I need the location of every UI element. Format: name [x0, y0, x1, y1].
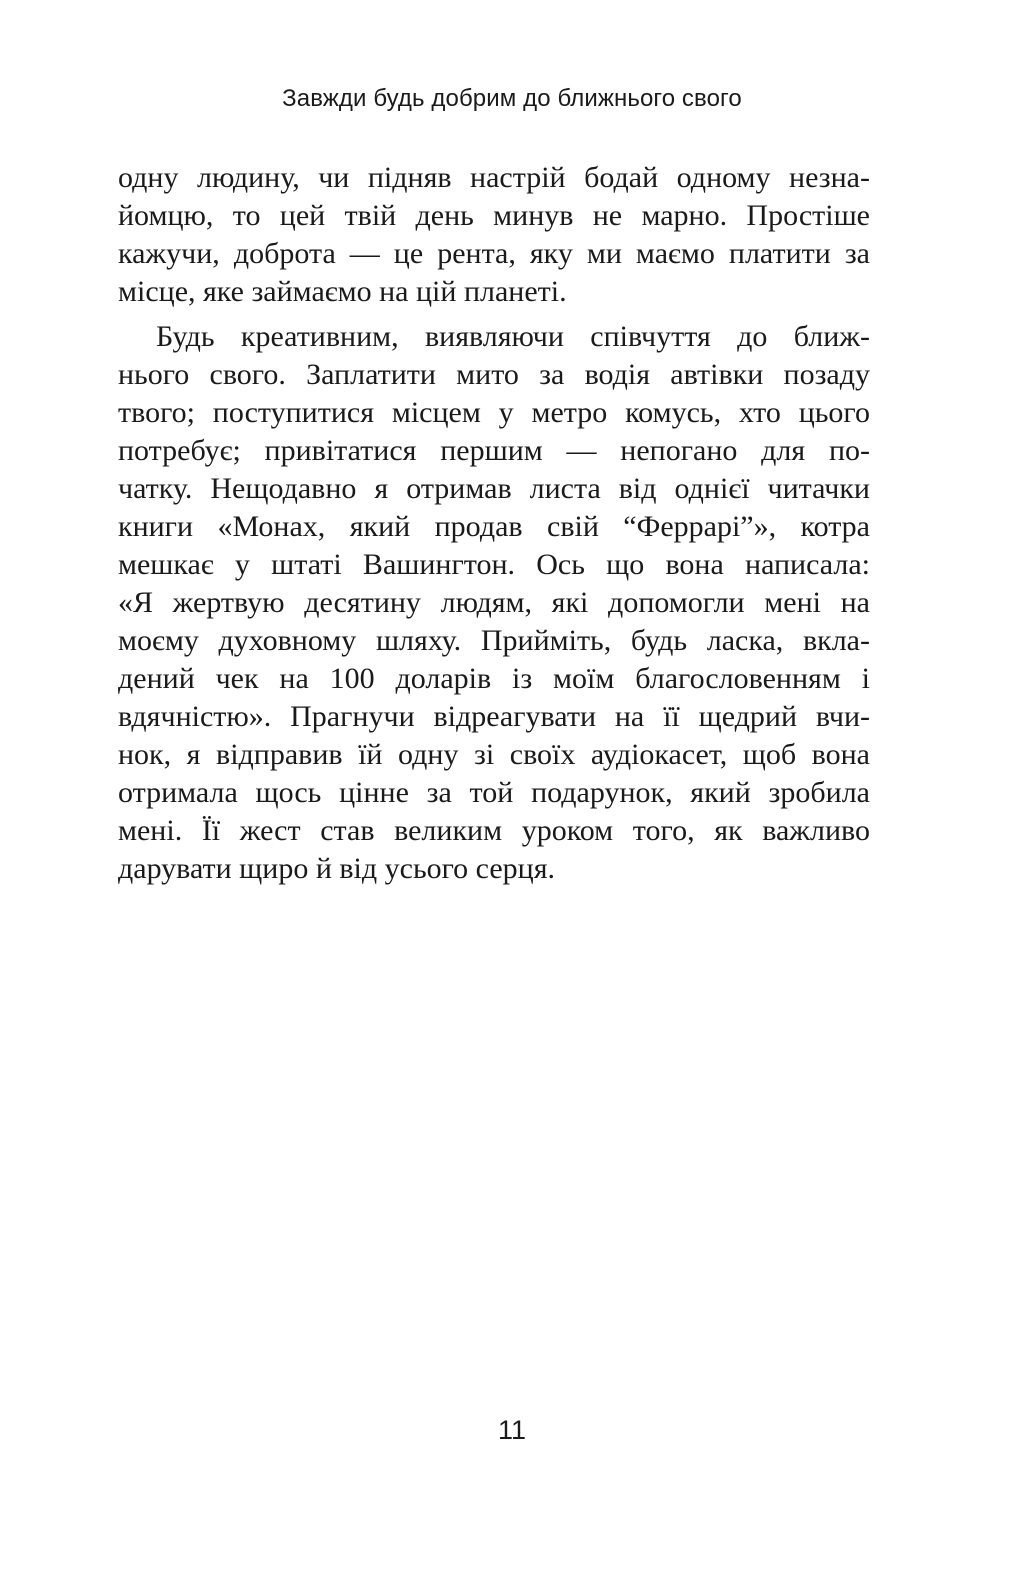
text-line: нок, я відправив їй одну зі своїх аудіокасет, щоб вона [118, 738, 870, 771]
text-line: йомцю, то цей твій день минув не марно. Простіше [118, 199, 870, 232]
text-line: дений чек на 100 доларів із моїм благословенням і [118, 662, 870, 695]
text-line: чатку. Нещодавно я отримав листа від однієї читачки [118, 472, 870, 505]
text-line: «Я жертвую десятину людям, які допомогли мені на [118, 586, 870, 619]
text-line: кажучи, доброта — це рента, яку ми маємо платити за [118, 237, 870, 270]
page-number: 11 [497, 1415, 527, 1445]
text-line: дарувати щиро й від усього серця. [118, 852, 556, 885]
paragraph-first-line: Будь креативним, виявляючи співчуття до ближ- [156, 320, 870, 353]
text-line: моєму духовному шляху. Прийміть, будь ласка, вкла- [118, 624, 870, 657]
text-line: мені. Її жест став великим уроком того, як важливо [118, 814, 870, 847]
text-line: отримала щось цінне за той подарунок, який зробила [118, 776, 870, 809]
text-line: вдячністю». Прагнучи відреагувати на її щедрий вчи- [118, 700, 870, 733]
text-line: потребує; привітатися першим — непогано для по- [118, 434, 870, 467]
text-line: нього свого. Заплатити мито за водія автівки позаду [118, 358, 870, 391]
text-line: місце, яке займаємо на цій планеті. [118, 275, 567, 308]
text-line: одну людину, чи підняв настрій бодай одному незна- [118, 161, 870, 194]
text-line: книги «Монах, який продав свій “Феррарі”», котра [118, 510, 870, 543]
text-line: мешкає у штаті Вашингтон. Ось що вона написала: [118, 548, 870, 581]
running-header: Завжди будь добрим до ближнього свого [282, 85, 742, 112]
text-line: твого; поступитися місцем у метро комусь, хто цього [118, 396, 870, 429]
